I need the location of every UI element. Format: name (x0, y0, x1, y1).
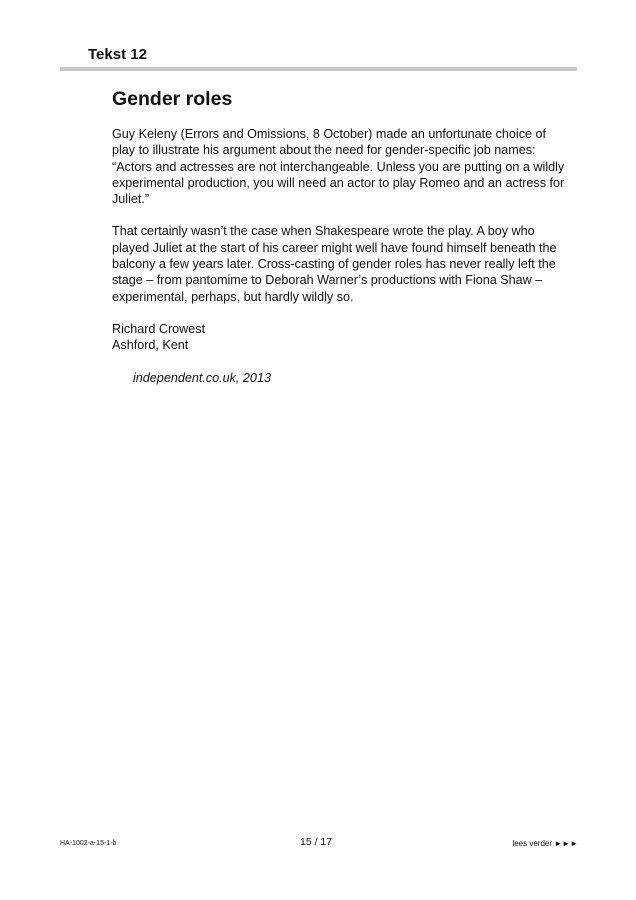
source-citation: independent.co.uk, 2013 (133, 370, 271, 385)
article-title: Gender roles (112, 88, 233, 110)
article-paragraph-2: That certainly wasn’t the case when Shakespeare wrote the play. A boy who played Juliet at the start of his career might well have found himself beneath the balcony a few years later. Cross-casting of gender roles has never really left the stage – from pantomime to Deborah Warner’s productions with Fiona Shaw – experimental, perhaps, but hardly wildly so. (112, 224, 557, 304)
header-divider (60, 67, 577, 71)
page-number: 15 / 17 (300, 836, 333, 848)
section-label: Tekst 12 (88, 46, 147, 63)
author-location: Ashford, Kent (112, 338, 189, 353)
author-name: Richard Crowest (112, 321, 206, 336)
exam-code: HA-1002-a-15-1-b (60, 840, 117, 847)
continue-label: lees verder ►►► (512, 839, 578, 848)
article-body (112, 126, 567, 386)
article-paragraph-1: Guy Keleny (Errors and Omissions, 8 October) made an unfortunate choice of play to illustrate his argument about the need for gender-specific job names: “Actors and actresses are not interchangeable. Unless you are putting on a wildly experimental production, you will need an actor to play Romeo and an actress for Juliet.” (112, 127, 565, 207)
